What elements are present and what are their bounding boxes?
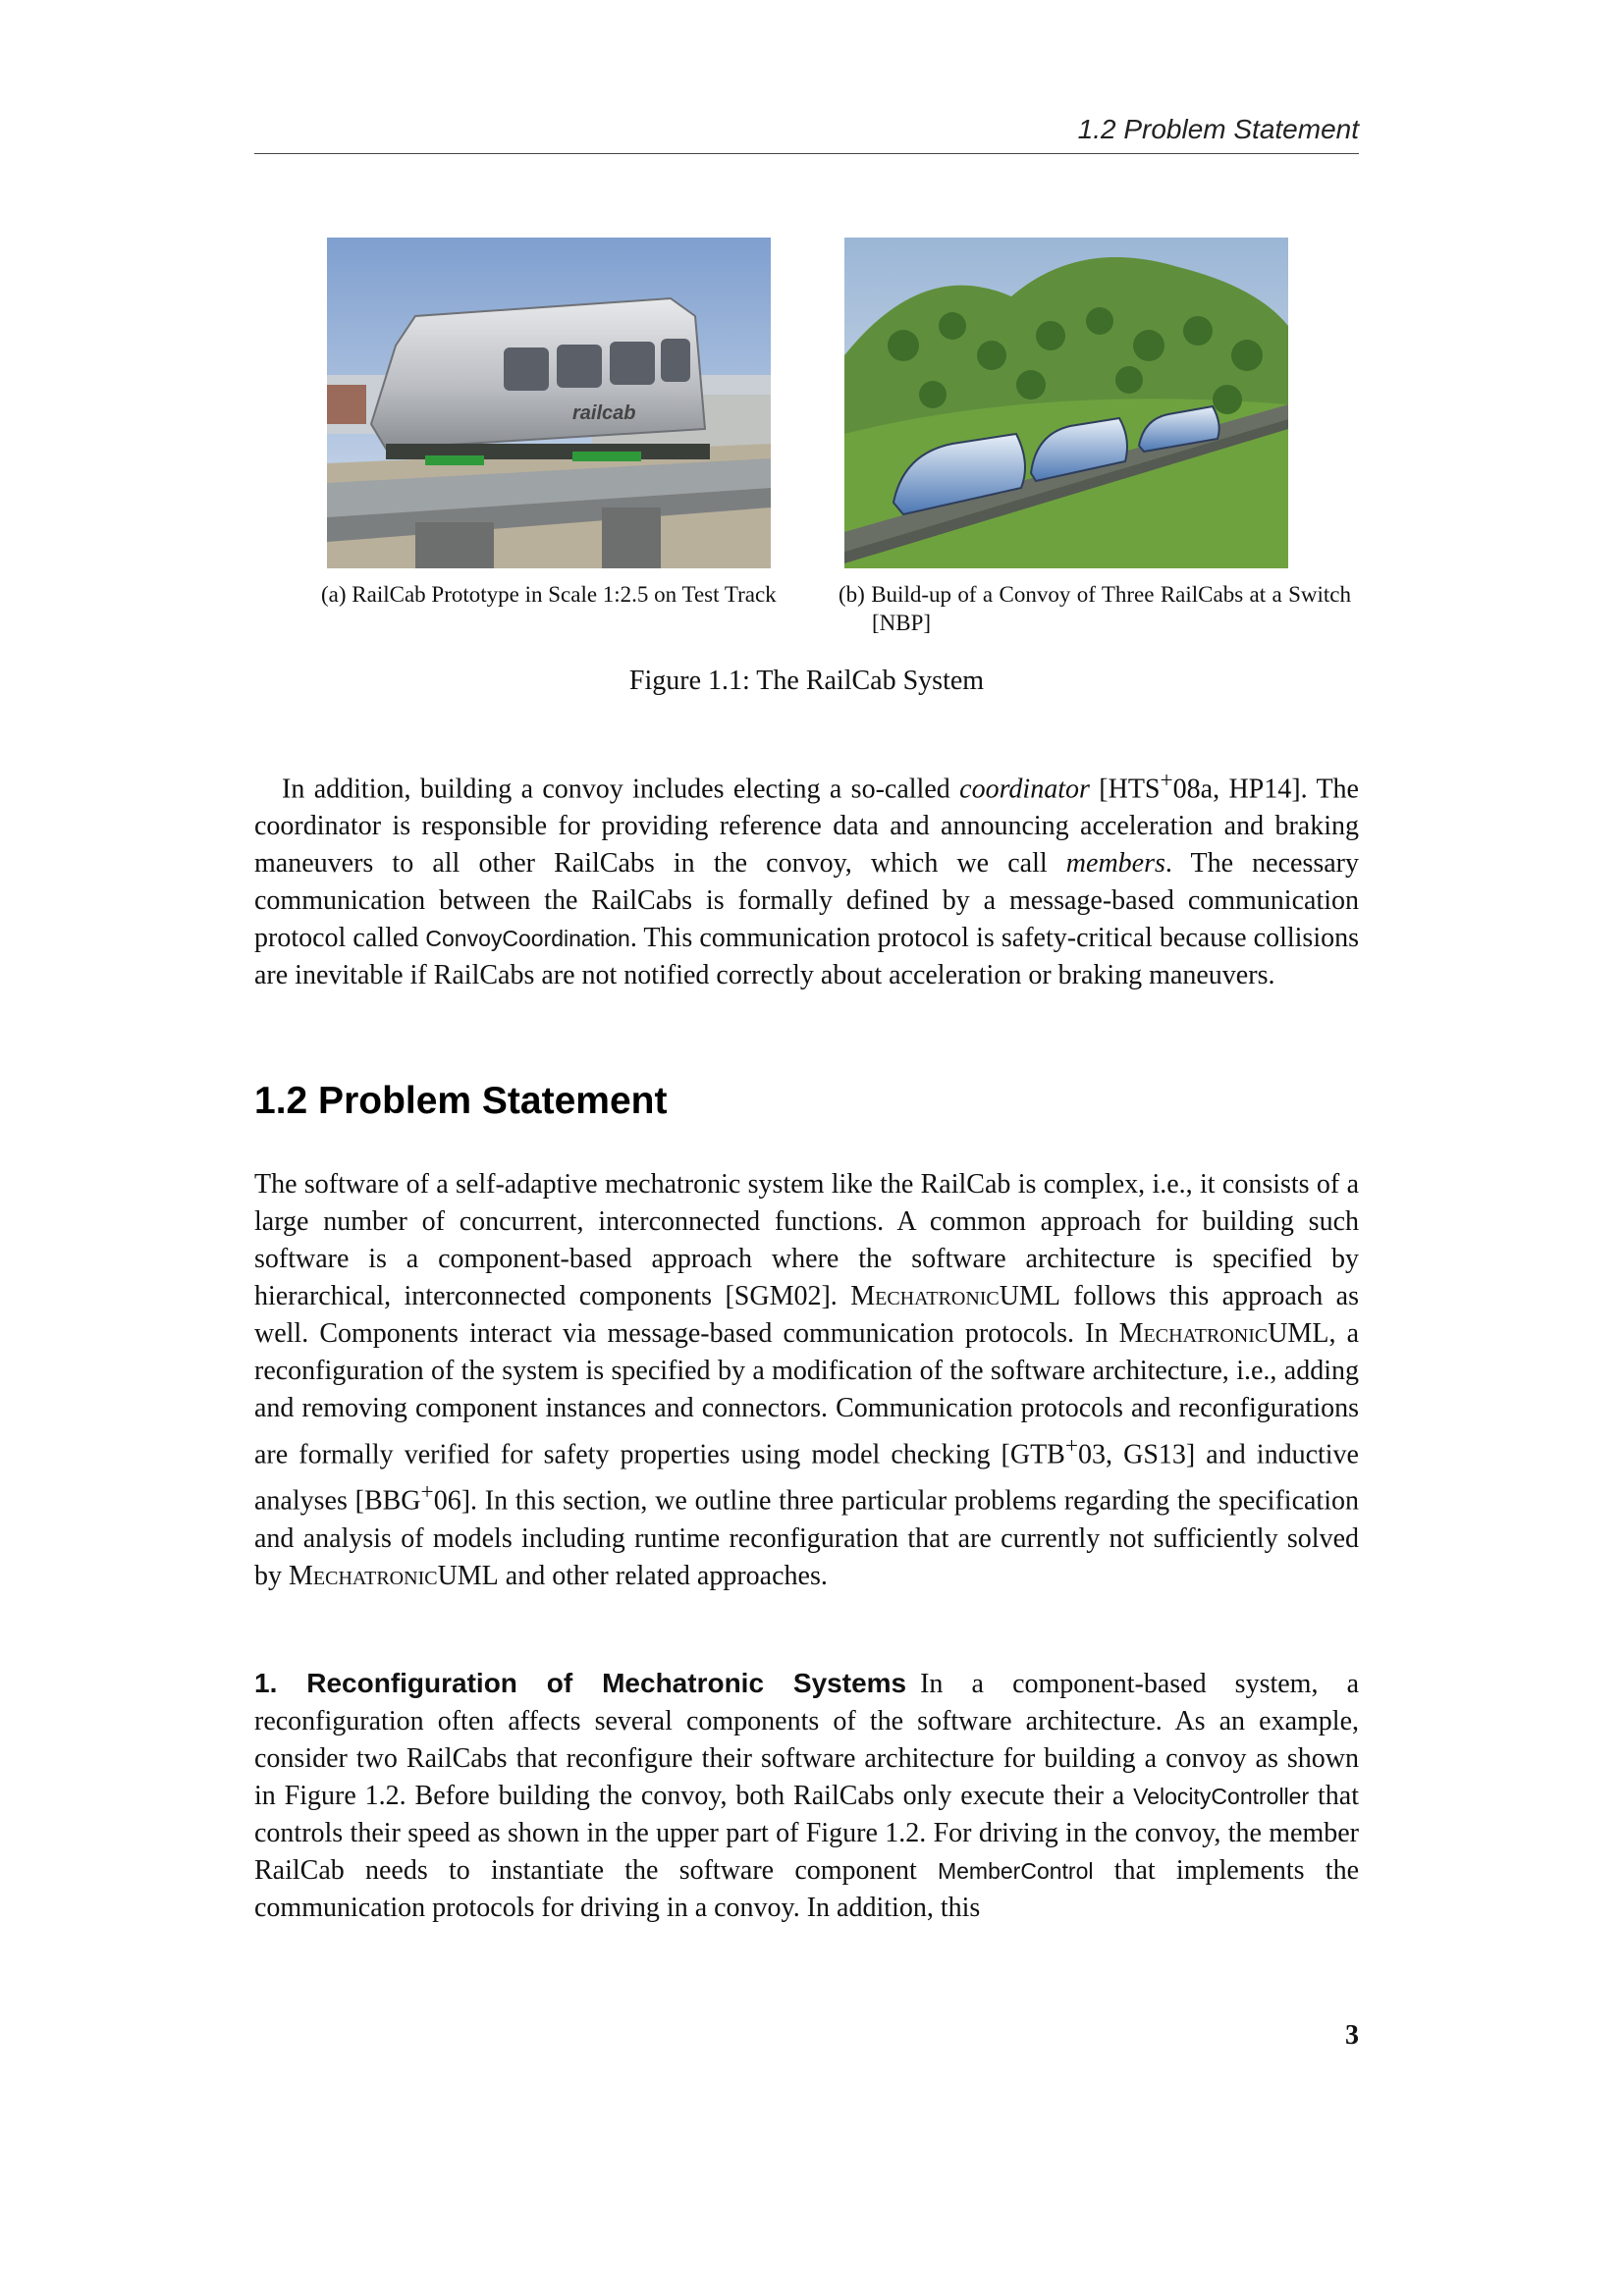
code-term: MemberControl	[937, 1858, 1094, 1884]
page-number: 3	[1345, 2020, 1359, 2051]
subfigure-b-caption: (b) Build-up of a Convoy of Three RailCabs at a Switch [NBP]	[839, 582, 1352, 635]
subfigure-b	[839, 238, 1352, 637]
subfigure-a-caption: (a) RailCab Prototype in Scale 1:2.5 on Test Track	[321, 582, 777, 607]
item-1-paragraph: 1. Reconfiguration of Mechatronic Systems In a component-based system, a reconfiguration often affects several components of the software architecture. As an example, consider two RailCabs that reconfigure their software architecture for building a convoy as shown in Figure 1.2. Before building the convoy, both RailCabs only execute their a VelocityController that controls their speed as shown in the upper part of Figure 1.2. For driving in the convoy, the member RailCab needs to instantiate the software component MemberControl that implements the communication protocols for driving in a convoy. In addition, this	[254, 1668, 1360, 1923]
code-term: ConvoyCoordination	[425, 926, 630, 952]
railcab-convoy-render	[844, 238, 1288, 568]
railcab-prototype-photo	[327, 238, 771, 568]
section-heading: 1.2 Problem Statement	[254, 1080, 668, 1122]
page-header	[254, 112, 1359, 154]
problem-paragraph: The software of a self-adaptive mechatronic system like the RailCab is complex, i.e., it consists of a large number of concurrent, interconnected functions. A common approach for building such software is a component-based approach where the software architecture is specified by hierarchical, interconnected components [SGM02]. MechatronicUML follows this approach as well. Components interact via message-based communication protocols. In MechatronicUML, a reconfiguration of the system is specified by a modification of the software architecture, i.e., adding and removing component instances and connectors. Communication protocols and reconfigurations are formally verified for safety properties using model checking [GTB+03, GS13] and inductive analyses [BBG+06]. In this section, we outline three particular problems regarding the specification and analysis of models including runtime reconfiguration that are currently not sufficiently solved by MechatronicUML and other related approaches.	[254, 1169, 1360, 1591]
running-title: 1.2 Problem Statement	[1077, 114, 1359, 144]
figure-caption: Figure 1.1: The RailCab System	[628, 666, 985, 696]
intro-paragraph: In addition, building a convoy includes electing a so-called coordinator [HTS+08a, HP14]. The coordinator is responsible for providing reference data and announcing acceleration and braking maneuvers to all other RailCabs in the convoy, which we call members. The necessary communication between the RailCabs is formally defined by a message-based communication protocol called ConvoyCoordination. This communication protocol is safety-critical because collisions are inevitable if RailCabs are not notified correctly about acceleration or braking maneuvers.	[254, 768, 1360, 991]
item-1-heading: 1. Reconfiguration of Mechatronic Systems	[254, 1668, 907, 1698]
subfigure-a	[321, 238, 777, 609]
code-term: VelocityController	[1133, 1784, 1310, 1809]
railcab-logo: railcab	[572, 402, 636, 424]
